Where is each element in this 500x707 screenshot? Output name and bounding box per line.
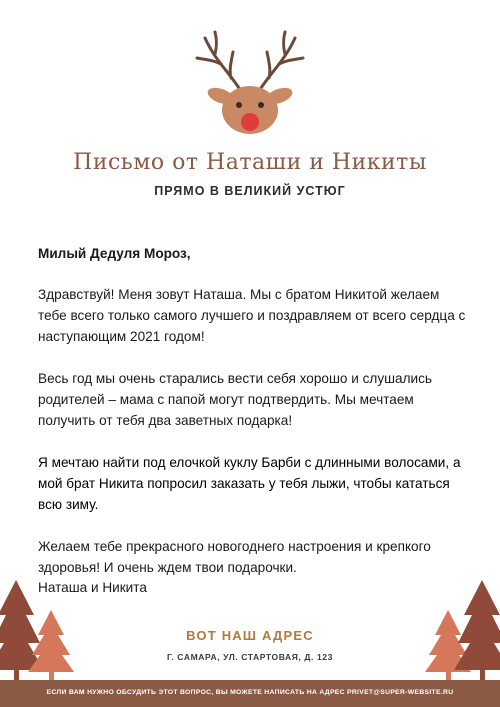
letter-title: Письмо от Наташи и Никиты bbox=[73, 150, 427, 175]
letter-paragraph-2: Весь год мы очень старались вести себя хорошо и слушались родителей – мама с папой могут подтвердить. Мы мечтаем получить от тебя два заветных подарка! bbox=[38, 371, 432, 428]
address-line: Г. САМАРА, УЛ. СТАРТОВАЯ, Д. 123 bbox=[167, 652, 333, 662]
letter-paragraph-3: Я мечтаю найти под елочкой куклу Барби с длинными волосами, а мой брат Никита попросил заказать у тебя лыжи, чтобы кататься всю зиму. bbox=[38, 455, 461, 512]
letter-paragraph-4: Желаем тебе прекрасного новогоднего настроения и крепкого здоровья! И очень ждем твои подарочки. bbox=[38, 539, 431, 575]
address-heading: ВОТ НАШ АДРЕС bbox=[186, 628, 314, 643]
letter-subtitle: ПРЯМО В ВЕЛИКИЙ УСТЮГ bbox=[154, 184, 346, 198]
footer-text: ЕСЛИ ВАМ НУЖНО ОБСУДИТЬ ЭТОТ ВОПРОС, ВЫ МОЖЕТЕ НАПИСАТЬ НА АДРЕС PRIVET@SUPER-WEBSITE.RU bbox=[46, 689, 454, 696]
letter-signature: Наташа и Никита bbox=[38, 580, 147, 595]
letter-body bbox=[38, 243, 468, 599]
letter-paragraph-1: Здравствуй! Меня зовут Наташа. Мы с братом Никитой желаем тебе всего только самого лучшего и поздравляем от всего сердца с наступающим 2021 годом! bbox=[38, 287, 466, 344]
reindeer-icon bbox=[187, 30, 313, 140]
letter-greeting: Милый Дедуля Мороз, bbox=[38, 246, 191, 261]
